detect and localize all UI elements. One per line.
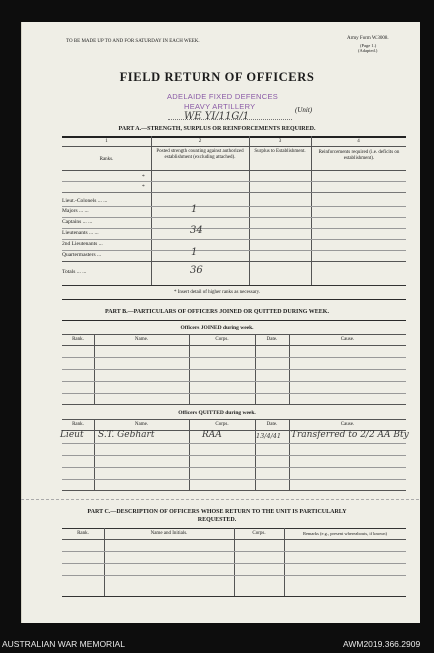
unit-label: (Unit) [295, 106, 313, 114]
form-number: Army Form W.3008. [347, 36, 389, 41]
col-number-3: 3 [278, 139, 282, 144]
joined-col-corps: Corps. [215, 337, 229, 342]
joined-col-date: Date. [266, 337, 278, 342]
part-c-heading-line1: PART C.—DESCRIPTION OF OFFICERS WHOSE RETURN TO THE UNIT IS PARTICULARLY [87, 509, 347, 515]
totals-value: 36 [190, 265, 203, 276]
col-header-ranks: Ranks. [99, 157, 114, 162]
joined-col-cause: Cause. [340, 337, 355, 342]
archive-caption-bar [0, 637, 434, 653]
joined-col-rank: Rank. [72, 337, 84, 342]
part-a-footnote: * Insert detail of higher ranks as necessary. [173, 290, 261, 295]
totals-label: Totals ... ... [62, 269, 87, 275]
unit-stamp-line1: ADELAIDE FIXED DEFENCES [167, 92, 279, 101]
rank-majors: Majors ... ... [62, 208, 89, 214]
archive-name: AUSTRALIAN WAR MEMORIAL [2, 639, 125, 649]
lieutenants-value: 34 [190, 225, 203, 236]
rank-row-star-2: * [142, 184, 145, 190]
joined-heading: Officers JOINED during week. [180, 325, 254, 331]
form-adapted: (Adapted.) [358, 48, 378, 53]
col-header-posted-strength: Posted strength counting against authorized establishment (excluding attached). [156, 149, 244, 160]
quitted-col-name: Name. [134, 422, 149, 427]
quitted-heading: Officers QUITTED during week. [178, 410, 256, 416]
quitted-cause-value: Transferred to 2/2 AA Bty [291, 430, 409, 440]
col-number-2: 2 [198, 139, 202, 144]
rank-captains: Captains ... ... [62, 219, 93, 225]
rank-lieutenants: Lieutenants ... ... [62, 230, 99, 236]
form-page: (Page 1.) [360, 43, 377, 48]
quitted-rank-value: Lieut [60, 430, 84, 440]
quitted-col-corps: Corps. [215, 422, 229, 427]
part-c-col-corps: Corps. [252, 531, 266, 536]
col-number-4: 4 [357, 139, 360, 144]
archive-reference: AWM2019.366.2909 [343, 639, 421, 649]
unit-stamp-line2: HEAVY ARTILLERY [184, 102, 256, 111]
quitted-col-cause: Cause. [340, 422, 355, 427]
rank-lieut-colonels: Lieut.-Colonels ... ... [62, 198, 108, 204]
rank-row-star-1: * [142, 174, 145, 180]
part-c-col-rank: Rank. [77, 531, 89, 536]
part-c-col-name: Name and Initials. [150, 531, 188, 536]
unit-handwritten: WE YI/11G/1 [184, 111, 250, 122]
quitted-date-value: 13/4/41 [256, 432, 282, 440]
quitted-corps-value: RAA [202, 430, 222, 440]
part-c-heading-line2: REQUESTED. [197, 517, 237, 523]
majors-value: 1 [191, 204, 198, 215]
col-number-1: 1 [105, 139, 108, 144]
part-b-heading: PART B.—PARTICULARS OF OFFICERS JOINED OR QUITTED DURING WEEK. [105, 309, 329, 315]
col-header-surplus: Surplus to Establishment. [254, 149, 306, 154]
instruction-text: TO BE MADE UP TO AND FOR SATURDAY IN EACH WEEK. [66, 39, 200, 44]
form-title: FIELD RETURN OF OFFICERS [119, 70, 315, 84]
part-c-col-remarks: Remarks (e.g., present whereabouts, if known) [302, 531, 388, 536]
quartermasters-value: 1 [191, 247, 198, 258]
quitted-name-value: S.T. Gebhart [98, 430, 155, 440]
quitted-col-rank: Rank. [72, 422, 84, 427]
joined-col-name: Name. [134, 337, 149, 342]
rank-quartermasters: Quartermasters ... [62, 252, 102, 258]
quitted-col-date: Date. [266, 422, 278, 427]
col-header-reinforcements: Reinforcements required (i.e. deficits on establishment). [318, 150, 400, 161]
rank-2nd-lieutenants: 2nd Lieutenants ... [62, 241, 103, 247]
part-a-heading: PART A.—STRENGTH, SURPLUS OR REINFORCEMENTS REQUIRED. [118, 126, 316, 132]
